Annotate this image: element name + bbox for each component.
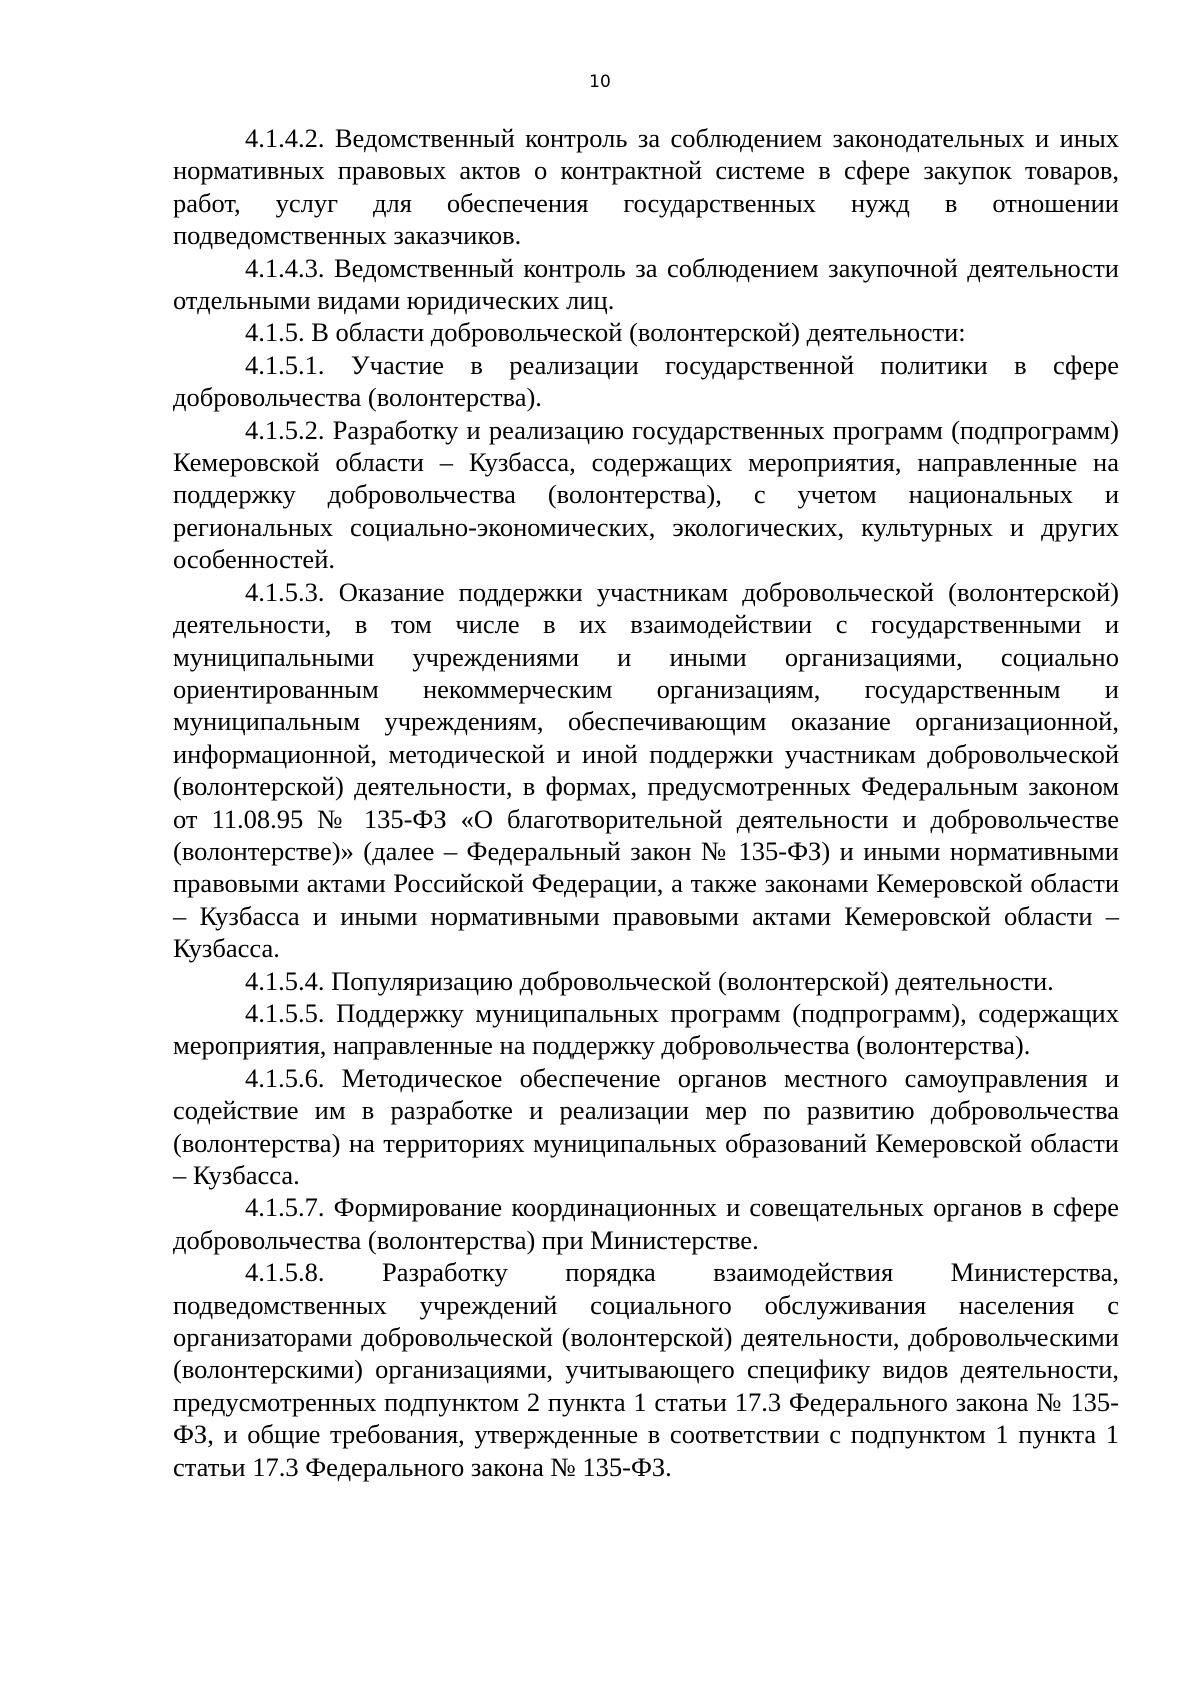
paragraph-4-1-5-2: 4.1.5.2. Разработку и реализацию государственных программ (подпрограмм) Кемеровской области – Кузбасса, содержащих мероприятия, направленные на поддержку добровольчества (волонтерства), с учетом национальных и региональных социально-экономических, экологических, культурных и других особенностей. [173,414,1119,575]
paragraph-4-1-5-5: 4.1.5.5. Поддержку муниципальных программ (подпрограмм), содержащих мероприятия, направленные на поддержку добровольчества (волонтерства). [173,997,1119,1061]
paragraph-4-1-4-3: 4.1.4.3. Ведомственный контроль за соблюдением закупочной деятельности отдельными видами юридических лиц. [173,252,1119,316]
paragraph-4-1-5-1: 4.1.5.1. Участие в реализации государственной политики в сфере добровольчества (волонтерства). [173,349,1119,413]
paragraph-4-1-4-2: 4.1.4.2. Ведомственный контроль за соблюдением законодательных и иных нормативных правовых актов о контрактной системе в сфере закупок товаров, работ, услуг для обеспечения государственных нужд в отношении подведомственных заказчиков. [173,123,1119,251]
paragraph-4-1-5-6: 4.1.5.6. Методическое обеспечение органов местного самоуправления и содействие им в разработке и реализации мер по развитию добровольчества (волонтерства) на территориях муниципальных образований Кемеровской области – Кузбасса. [173,1062,1119,1190]
paragraph-4-1-5-4: 4.1.5.4. Популяризацию добровольческой (волонтерской) деятельности. [245,965,1054,996]
paragraph-4-1-5: 4.1.5. В области добровольческой (волонтерской) деятельности: [245,317,966,348]
paragraph-4-1-5-8: 4.1.5.8. Разработку порядка взаимодействия Министерства, подведомственных учреждений социального обслуживания населения с организаторами добровольческой (волонтерской) деятельности, добровольческими (волонтерскими) организациями, учитывающего специфику видов деятельности, предусмотренных подпунктом 2 пункта 1 статьи 17.3 Федерального закона № 135-ФЗ, и общие требования, утвержденные в соответствии с подпунктом 1 пункта 1 статьи 17.3 Федерального закона № 135-ФЗ. [173,1257,1119,1482]
paragraph-4-1-5-3: 4.1.5.3. Оказание поддержки участникам добровольческой (волонтерской) деятельности, в том числе в их взаимодействии с государственными и муниципальными учреждениями и иными организациями, социально ориентированным некоммерческим организациям, государственным и муниципальным учреждениям, обеспечивающим оказание организационной, информационной, методической и иной поддержки участникам добровольческой (волонтерской) деятельности, в формах, предусмотренных Федеральным законом от 11.08.95 № 135-ФЗ «О благотворительной деятельности и добровольчестве (волонтерстве)» (далее – Федеральный закон № 135-ФЗ) и иными нормативными правовыми актами Российской Федерации, а также законами Кемеровской области – Кузбасса и иными нормативными правовыми актами Кемеровской области – Кузбасса. [173,576,1119,964]
document-body [173,122,1119,1483]
page-number: 10 [589,72,611,92]
paragraph-4-1-5-7: 4.1.5.7. Формирование координационных и совещательных органов в сфере добровольчества (волонтерства) при Министерстве. [173,1192,1119,1255]
